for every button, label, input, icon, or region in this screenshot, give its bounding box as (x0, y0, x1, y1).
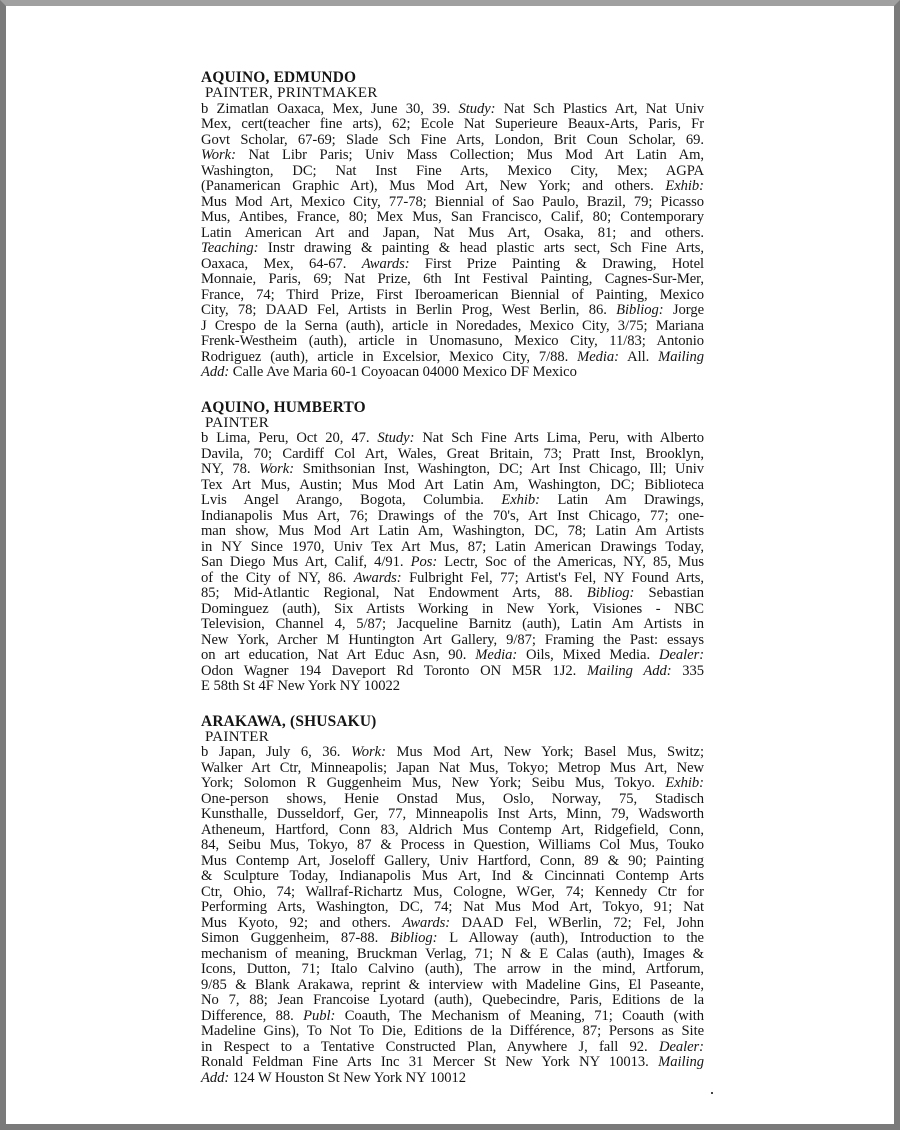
text-line (201, 633, 704, 649)
section-label: Awards: (361, 255, 410, 272)
text-segment: Calle Ave Maria 60-1 Coyoacan 04000 Mexico DF Mexico (229, 364, 577, 380)
biography-text (201, 745, 704, 1086)
text-segment: L Alloway (auth), Introduction to the (437, 930, 704, 946)
biography-text (201, 431, 704, 695)
text-segment: DAAD Fel, WBerlin, 72; Fel, John (450, 914, 704, 931)
text-line (201, 164, 704, 180)
text-line (201, 854, 704, 870)
text-line (201, 334, 704, 350)
text-line (201, 350, 704, 366)
text-segment: E 58th St 4F New York NY 10022 (201, 678, 401, 694)
text-line (201, 319, 704, 335)
text-segment: in Respect to a Tentative Constructed Plan, Anywhere J, fall 92. (201, 1038, 659, 1055)
section-label: Add: (201, 1069, 230, 1086)
text-line (201, 210, 704, 226)
text-segment: b Lima, Peru, Oct 20, 47. (201, 430, 378, 446)
text-segment: Latin Am Drawings, (539, 492, 704, 508)
text-segment: One-person shows, Henie Onstad Mus, Oslo, Norway, 75, Stadisch (201, 790, 704, 807)
text-line (201, 761, 704, 777)
text-segment: 84, Seibu Mus, Tokyo, 87 & Process in Question, Williams Col Mus, Touko (201, 837, 704, 853)
text-line (201, 776, 704, 792)
text-line (201, 807, 704, 823)
text-line (201, 885, 704, 901)
text-line (201, 664, 704, 680)
text-segment: Lectr, Soc of the Americas, NY, 85, Mus (437, 554, 704, 570)
text-line (201, 509, 704, 525)
text-segment: Rodriguez (auth), article in Excelsior, Mexico City, 7/88. (201, 348, 578, 365)
text-segment: Coauth, The Mechanism of Meaning, 71; Coauth (with (335, 1007, 704, 1024)
text-segment: Davila, 70; Cardiff Col Art, Wales, Great Britain, 73; Pratt Inst, Brooklyn, (201, 445, 704, 462)
text-segment: 9/85 & Blank Arakawa, reprint & interview with Madeline Gins, El Paseante, (201, 976, 704, 993)
text-segment: 124 W Houston St New York NY 10012 (229, 1069, 466, 1086)
text-segment: in NY Since 1970, Univ Tex Art Mus, 87; Latin American Drawings Today, (201, 538, 704, 555)
text-segment: Latin American Art and Japan, Nat Mus Art, Osaka, 81; and others. (201, 224, 704, 241)
section-label: Awards: (353, 569, 402, 586)
text-line (201, 195, 704, 211)
text-segment: France, 74; Third Prize, First Iberoamerican Biennial of Painting, Mexico (201, 286, 704, 303)
section-label: Exhib: (501, 492, 540, 508)
text-segment: Mus, Antibes, France, 80; Mex Mus, San Francisco, Calif, 80; Contemporary (201, 209, 704, 225)
section-label: Publ: (303, 1007, 336, 1024)
section-label: Bibliog: (390, 930, 438, 946)
text-segment: Smithsonian Inst, Washington, DC; Art Inst Chicago, Ill; Univ (294, 461, 704, 477)
text-segment: Television, Channel 4, 5/87; Jacqueline Barnitz (auth), Latin Am Artists in (201, 616, 704, 632)
text-segment: Mus Mod Art, New York; Basel Mus, Switz; (385, 744, 704, 760)
text-line (201, 226, 704, 242)
text-segment: Atheneum, Hartford, Conn 83, Aldrich Mus Contemp Art, Ridgefield, Conn, (201, 821, 704, 838)
text-line (201, 602, 704, 618)
artist-entry (201, 69, 704, 381)
section-label: Mailing (658, 1054, 704, 1070)
text-segment: All. (618, 348, 659, 365)
text-segment: Mus Kyoto, 92; and others. (201, 914, 403, 931)
text-segment: Kunsthalle, Dusseldorf, Ger, 77, Minneapolis Inst Arts, Minn, 79, Wadsworth (201, 806, 704, 822)
text-line (201, 648, 704, 664)
text-segment: Lvis Angel Arango, Bogota, Columbia. (201, 492, 502, 508)
stray-mark (711, 1092, 713, 1094)
text-line (201, 993, 704, 1009)
text-line (201, 241, 704, 257)
text-segment: Nat Sch Plastics Art, Nat Univ (495, 100, 704, 117)
section-label: Work: (351, 744, 386, 760)
text-segment: Oils, Mixed Media. (517, 647, 659, 663)
text-line (201, 962, 704, 978)
text-segment: Monnaie, Paris, 69; Nat Prize, 6th Int Festival Painting, Cagnes-Sur-Mer, (201, 271, 704, 287)
text-segment: Govt Scholar, 67-69; Slade Sch Fine Arts, London, Brit Coun Scholar, 69. (201, 131, 704, 148)
text-segment: Walker Art Ctr, Minneapolis; Japan Nat Mus, Tokyo; Metrop Mus Art, New (201, 759, 704, 776)
text-segment: Indianapolis Mus Art, 76; Drawings of the 70's, Art Inst Chicago, 77; one- (201, 507, 704, 524)
text-line (201, 493, 704, 509)
text-line (201, 978, 704, 994)
text-segment: Ctr, Ohio, 74; Wallraf-Richartz Mus, Cologne, WGer, 74; Kennedy Ctr for (201, 883, 704, 900)
text-line (201, 745, 704, 761)
text-segment: Performing Arts, Washington, DC, 74; Nat Mus Mod Art, Tokyo, 91; Nat (201, 899, 704, 915)
text-segment: Instr drawing & painting & head plastic arts sect, Sch Fine Arts, (258, 240, 704, 256)
text-segment: of the City of NY, 86. (201, 569, 354, 586)
section-label: Exhib: (665, 178, 704, 194)
text-line (201, 931, 704, 947)
text-segment: Jorge (663, 302, 705, 318)
text-segment: 85; Mid-Atlantic Regional, Nat Endowment Arts, 88. (201, 585, 587, 601)
text-segment: Oaxaca, Mex, 64-67. (201, 255, 362, 272)
text-line (201, 478, 704, 494)
text-line (201, 272, 704, 288)
text-segment: Sebastian (634, 585, 704, 601)
text-line (201, 869, 704, 885)
artist-name: AQUINO, EDMUNDO (201, 69, 357, 86)
section-label: Dealer: (658, 647, 705, 663)
text-segment: Fulbright Fel, 77; Artist's Fel, NY Found Arts, (401, 569, 704, 586)
section-label: Media: (577, 348, 619, 365)
text-segment: Madeline Gins), To Not To Die, Editions de la Différence, 87; Persons as Site (201, 1023, 704, 1039)
text-segment: Mus Contemp Art, Joseloff Gallery, Univ Hartford, Conn, 89 & 90; Painting (201, 852, 704, 869)
text-segment: City, 78; DAAD Fel, Artists in Berlin Prog, West Berlin, 86. (201, 302, 617, 318)
text-segment: San Diego Mus Art, Calif, 4/91. (201, 554, 411, 570)
section-label: Exhib: (665, 775, 704, 791)
text-line (201, 586, 704, 602)
text-segment: Mex, cert(teacher fine arts), 62; Ecole Nat Superieure Beaux-Arts, Paris, Fr (201, 116, 704, 132)
artist-entry (201, 713, 704, 1087)
text-segment: Difference, 88. (201, 1007, 304, 1024)
section-label: Study: (377, 430, 415, 446)
text-segment: on art education, Nat Art Educ Asn, 90. (201, 647, 476, 663)
section-label: Mailing (658, 348, 704, 365)
text-line (201, 823, 704, 839)
text-line (201, 1040, 704, 1056)
text-segment: J Crespo de la Serna (auth), article in Noredades, Mexico City, 3/75; Mariana (201, 317, 704, 334)
section-label: Work: (259, 461, 295, 477)
text-segment: New York, Archer M Huntington Art Gallery, 9/87; Framing the Past: essays (201, 631, 704, 648)
section-label: Work: (201, 147, 236, 163)
text-line (201, 679, 704, 695)
text-line (201, 257, 704, 273)
text-line (201, 148, 704, 164)
text-line (201, 179, 704, 195)
text-line (201, 462, 704, 478)
section-label: Awards: (402, 914, 451, 931)
text-line (201, 916, 704, 932)
section-label: Study: (458, 100, 496, 117)
text-line (201, 900, 704, 916)
text-segment: York; Solomon R Guggenheim Mus, New York; Seibu Mus, Tokyo. (201, 775, 666, 791)
text-segment: Tex Art Mus, Austin; Mus Mod Art Latin Am, Washington, DC; Biblioteca (201, 476, 704, 493)
text-segment: b Japan, July 6, 36. (201, 744, 352, 760)
text-line (201, 838, 704, 854)
directory-column (201, 69, 704, 1104)
artist-name: ARAKAWA, (SHUSAKU) (201, 712, 377, 730)
text-segment: Ronald Feldman Fine Arts Inc 31 Mercer St New York NY 10013. (201, 1054, 659, 1070)
artist-profession: PAINTER (205, 414, 270, 431)
text-segment: (Panamerican Graphic Art), Mus Mod Art, New York; and others. (201, 178, 666, 194)
text-line (201, 447, 704, 463)
text-segment: Odon Wagner 194 Daveport Rd Toronto ON M5R 1J2. (201, 662, 587, 679)
text-line (201, 792, 704, 808)
text-segment: No 7, 88; Jean Francoise Lyotard (auth), Quebecindre, Paris, Editions de la (201, 992, 704, 1008)
section-label: Media: (475, 647, 518, 663)
text-segment: b Zimatlan Oaxaca, Mex, June 30, 39. (201, 100, 459, 117)
text-line (201, 947, 704, 963)
section-label: Bibliog: (616, 302, 664, 318)
text-segment: Nat Libr Paris; Univ Mass Collection; Mus Mod Art Latin Am, (235, 147, 704, 163)
biography-text (201, 102, 704, 381)
text-segment: Washington, DC; Nat Inst Fine Arts, Mexico City, Mex; AGPA (201, 162, 704, 179)
text-line (201, 571, 704, 587)
artist-profession: PAINTER (205, 728, 270, 745)
text-segment: mechanism of meaning, Bruckman Verlag, 71; N & E Calas (auth), Images & (201, 945, 704, 962)
section-label: Mailing Add: (586, 662, 672, 679)
text-segment: First Prize Painting & Drawing, Hotel (409, 255, 704, 272)
text-line (201, 555, 704, 571)
text-segment: NY, 78. (201, 461, 260, 477)
text-line (201, 133, 704, 149)
text-segment: & Sculpture Today, Indianapolis Mus Art, Ind & Cincinnati Contemp Arts (201, 868, 704, 884)
artist-name: AQUINO, HUMBERTO (201, 398, 366, 416)
text-line (201, 117, 704, 133)
text-segment: Nat Sch Fine Arts Lima, Peru, with Alberto (414, 430, 704, 446)
text-line (201, 540, 704, 556)
text-segment: Mus Mod Art, Mexico City, 77-78; Biennial of Sao Paulo, Brazil, 79; Picasso (201, 193, 704, 210)
text-line (201, 1055, 704, 1071)
text-line (201, 617, 704, 633)
section-label: Dealer: (658, 1038, 704, 1055)
text-line (201, 1009, 704, 1025)
section-label: Bibliog: (586, 585, 635, 601)
artist-entry (201, 399, 704, 695)
text-segment: man show, Mus Mod Art Latin Am, Washington, DC, 78; Latin Am Artists (201, 523, 704, 539)
text-line (201, 288, 704, 304)
artist-profession: PAINTER, PRINTMAKER (205, 85, 378, 101)
text-segment: Frenk-Westheim (auth), article in Unomasuno, Mexico City, 11/83; Antonio (201, 333, 704, 349)
text-segment: Icons, Dutton, 71; Italo Calvino (auth), The arrow in the mind, Artforum, (201, 961, 704, 977)
text-line (201, 102, 704, 118)
text-line (201, 1024, 704, 1040)
section-label: Teaching: (201, 240, 259, 256)
text-line (201, 303, 704, 319)
text-segment: 335 (671, 662, 705, 679)
text-segment: Dominguez (auth), Six Artists Working in New York, Visiones - NBC (201, 600, 704, 617)
text-line (201, 1071, 704, 1087)
text-segment: Simon Guggenheim, 87-88. (201, 930, 390, 946)
text-line (201, 524, 704, 540)
text-line (201, 431, 704, 447)
section-label: Add: (201, 364, 230, 380)
text-line (201, 365, 704, 381)
section-label: Pos: (410, 554, 438, 570)
